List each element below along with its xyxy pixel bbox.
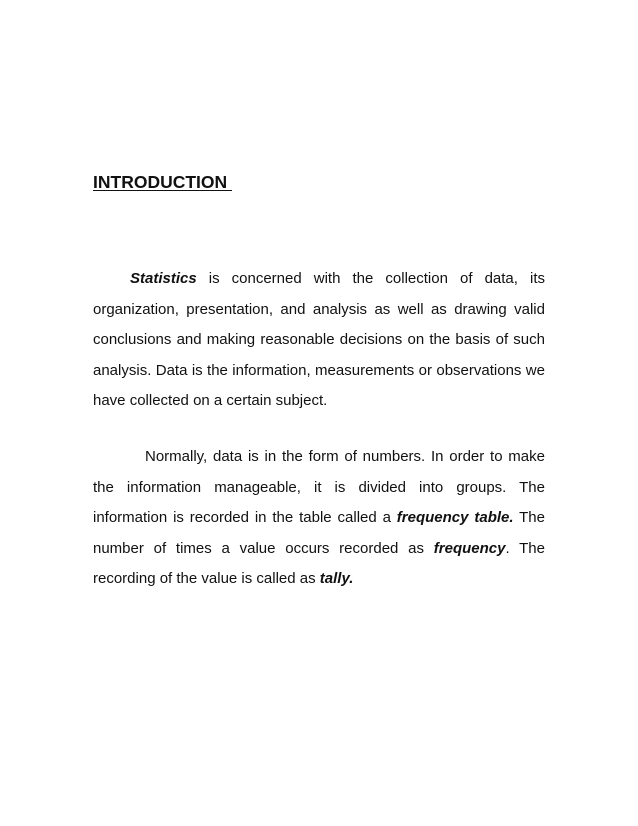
- paragraph-text: is concerned with the collection of data, its organization, presentation, and analysis as well as drawing valid conclusions and making reasonable decisions on the basis of such analysis. Data is the information, measurements or observations we have collected on a certain subject.: [93, 270, 545, 409]
- paragraph-frequency-definition: [93, 442, 545, 595]
- term-tally: tally.: [319, 570, 354, 587]
- section-heading: INTRODUCTION: [93, 172, 233, 192]
- term-statistics: Statistics: [130, 270, 197, 287]
- term-frequency: frequency: [433, 539, 506, 557]
- paragraph-text: Normally, data is in the form of numbers. In order to make the information manageable, it is divided into groups. The information is recorded in the table called a: [93, 448, 545, 526]
- paragraph-text: The number of times a value occurs recorded as: [93, 509, 545, 557]
- paragraph-statistics-definition: [93, 264, 545, 417]
- paragraph-text: . The recording of the value is called as: [93, 539, 545, 587]
- term-frequency-table: frequency table.: [396, 509, 514, 526]
